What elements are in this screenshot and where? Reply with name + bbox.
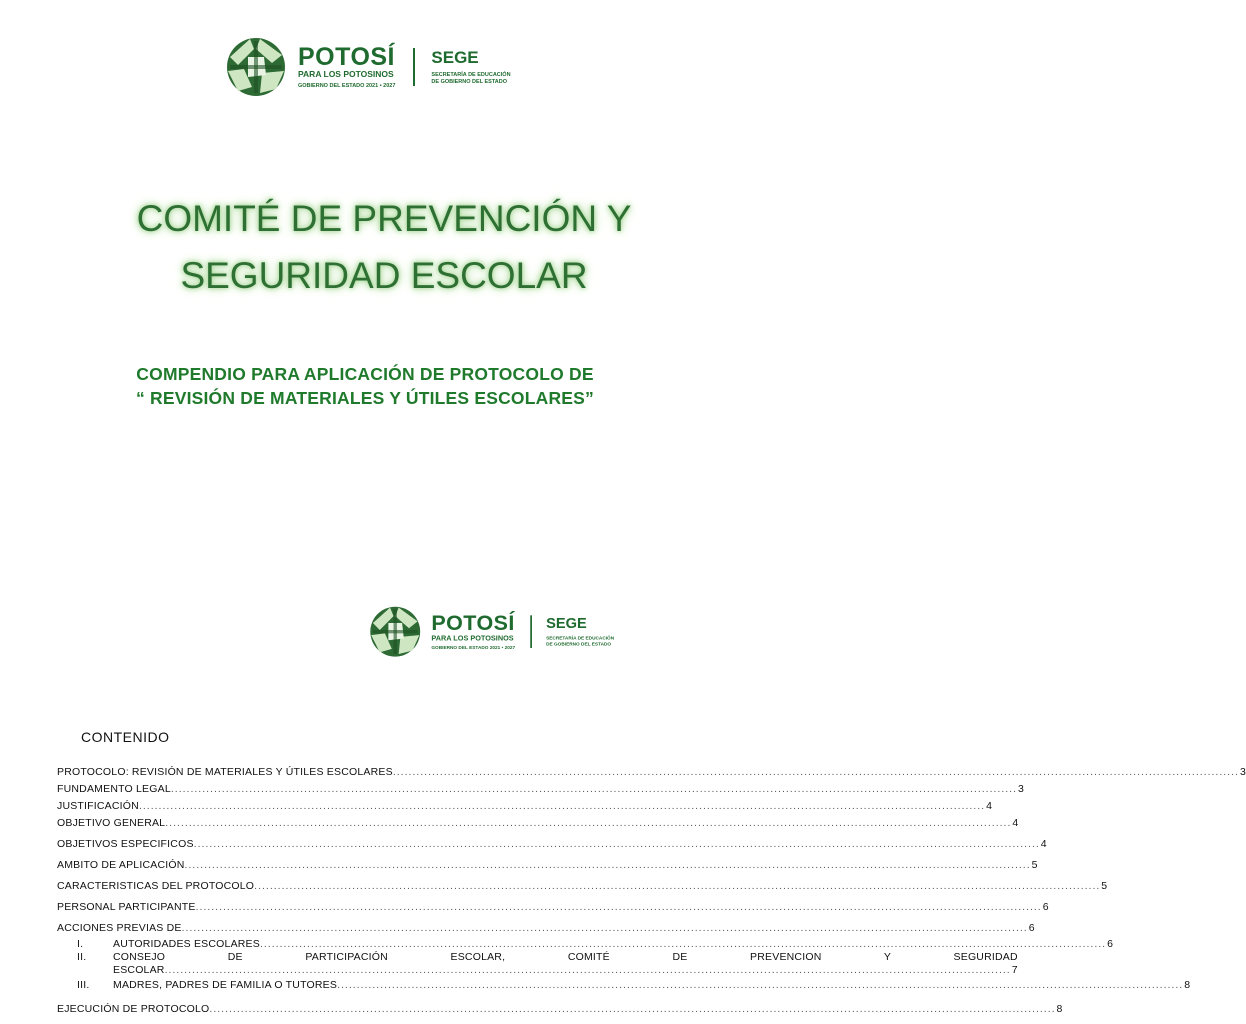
toc-leader: ........................................................................................................................................................................................................................ xyxy=(195,901,1042,913)
toc-entry[interactable] xyxy=(57,1002,1063,1023)
potosi-emblem-icon xyxy=(222,36,290,98)
toc-entry-page: 5 xyxy=(1101,880,1108,892)
toc-sub-list xyxy=(74,938,1191,992)
toc-sub-page: 7 xyxy=(1011,964,1018,976)
toc-entry[interactable] xyxy=(57,816,1019,837)
table-of-contents xyxy=(57,765,1246,1023)
toc-entry-page: 3 xyxy=(1018,783,1025,795)
toc-entry-title: PROTOCOLO: REVISIÓN DE MATERIALES Y ÚTILES ESCOLARES xyxy=(57,766,393,778)
org-line-2: DE GOBIERNO DEL ESTADO xyxy=(431,79,507,85)
toc-sub-numeral: III. xyxy=(77,979,90,991)
toc-sub-title: AUTORIDADES ESCOLARES xyxy=(113,938,260,950)
toc-entry-title: FUNDAMENTO LEGAL xyxy=(57,783,171,795)
toc-entry[interactable] xyxy=(57,858,1038,879)
toc-heading: CONTENIDO xyxy=(81,729,170,745)
brand-text xyxy=(298,42,396,90)
org-line-1: SECRETARÍA DE EDUCACIÓN xyxy=(431,72,511,78)
toc-leader: ........................................................................................................................................................................................................................ xyxy=(259,938,1107,950)
toc-sub-title-line-1: CONSEJO DE PARTICIPACIÓN ESCOLAR, COMITÉ DE PREVENCION Y SEGURIDAD xyxy=(113,951,1018,963)
header-logo xyxy=(222,36,511,98)
logo-divider xyxy=(531,615,533,648)
org-name: SEGE xyxy=(431,48,479,67)
toc-entry[interactable] xyxy=(57,799,993,816)
toc-sub-page: 8 xyxy=(1184,979,1191,991)
toc-leader: ........................................................................................................................................................................................................................ xyxy=(254,880,1101,892)
page-title xyxy=(0,190,768,304)
org-line-2: DE GOBIERNO DEL ESTADO xyxy=(546,641,612,648)
toc-entry-page: 4 xyxy=(1040,838,1047,850)
toc-entry-title: OBJETIVO GENERAL xyxy=(57,817,166,829)
toc-entry-page: 3 xyxy=(1239,766,1246,778)
subtitle-line-2: “ REVISIÓN DE MATERIALES Y ÚTILES ESCOLARES” xyxy=(135,388,595,408)
brand-name: POTOSÍ xyxy=(431,610,515,635)
org-text xyxy=(546,615,614,648)
toc-leader: ........................................................................................................................................................................................................................ xyxy=(337,979,1184,991)
toc-entry-title: ACCIONES PREVIAS DE xyxy=(57,922,182,934)
toc-entry-title: PERSONAL PARTICIPANTE xyxy=(57,901,196,913)
title-line-2: SEGURIDAD ESCOLAR xyxy=(180,255,588,296)
toc-leader: ........................................................................................................................................................................................................................ xyxy=(170,783,1017,795)
potosi-emblem-icon xyxy=(366,605,424,658)
toc-entry[interactable] xyxy=(57,782,1025,799)
toc-leader: ........................................................................................................................................................................................................................ xyxy=(164,964,1011,976)
toc-leader: ........................................................................................................................................................................................................................ xyxy=(165,817,1012,829)
toc-sub-numeral: I. xyxy=(77,938,84,950)
toc-entry[interactable] xyxy=(57,879,1108,900)
toc-leader: ........................................................................................................................................................................................................................ xyxy=(392,766,1239,778)
toc-leader: ........................................................................................................................................................................................................................ xyxy=(193,838,1040,850)
toc-sub-entry[interactable] xyxy=(74,951,1018,977)
toc-leader: ........................................................................................................................................................................................................................ xyxy=(181,922,1028,934)
toc-sub-title: MADRES, PADRES DE FAMILIA O TUTORES xyxy=(113,979,338,991)
toc-entry[interactable] xyxy=(57,900,1049,921)
toc-entry[interactable] xyxy=(57,765,1246,782)
toc-entry[interactable] xyxy=(57,837,1047,858)
toc-sub-entry[interactable] xyxy=(74,979,1191,992)
toc-entry-page: 6 xyxy=(1028,922,1035,934)
brand-tagline: PARA LOS POTOSINOS xyxy=(431,632,514,642)
toc-entry-page: 4 xyxy=(986,800,993,812)
org-text xyxy=(431,48,510,86)
brand-text xyxy=(431,612,515,651)
org-name: SEGE xyxy=(546,615,587,632)
brand-name: POTOSÍ xyxy=(298,42,396,71)
toc-entry-page: 6 xyxy=(1042,901,1049,913)
page-subtitle xyxy=(0,362,730,410)
toc-sub-entry[interactable] xyxy=(74,938,1114,951)
toc-leader: ........................................................................................................................................................................................................................ xyxy=(138,800,986,812)
toc-entry-page: 5 xyxy=(1031,859,1038,871)
toc-entry-title: JUSTIFICACIÓN xyxy=(57,800,139,812)
toc-entry-title: AMBITO DE APLICACIÓN xyxy=(57,859,185,871)
toc-entry-title: CARACTERISTICAS DEL PROTOCOLO xyxy=(57,880,255,892)
toc-entry-title: EJECUCIÓN DE PROTOCOLO xyxy=(57,1003,210,1015)
toc-entry-page: 4 xyxy=(1012,817,1019,829)
subtitle-line-1: COMPENDIO PARA APLICACIÓN DE PROTOCOLO DE xyxy=(136,364,594,384)
logo-divider xyxy=(413,48,415,86)
second-page-logo xyxy=(366,605,614,658)
toc-sub-title-line-2: ESCOLAR xyxy=(113,964,165,976)
brand-government: GOBIERNO DEL ESTADO 2021 • 2027 xyxy=(431,644,516,651)
toc-entry-page: 8 xyxy=(1056,1003,1063,1015)
toc-sub-page: 6 xyxy=(1107,938,1114,950)
brand-government: GOBIERNO DEL ESTADO 2021 • 2027 xyxy=(298,82,396,89)
toc-leader: ........................................................................................................................................................................................................................ xyxy=(184,859,1031,871)
title-line-1: COMITÉ DE PREVENCIÓN Y xyxy=(136,198,632,239)
org-line-1: SECRETARÍA DE EDUCACIÓN xyxy=(546,635,615,642)
brand-tagline: PARA LOS POTOSINOS xyxy=(298,68,394,79)
toc-entry-title: OBJETIVOS ESPECIFICOS xyxy=(57,838,194,850)
toc-sub-numeral: II. xyxy=(77,951,87,963)
toc-leader: ........................................................................................................................................................................................................................ xyxy=(209,1003,1056,1015)
